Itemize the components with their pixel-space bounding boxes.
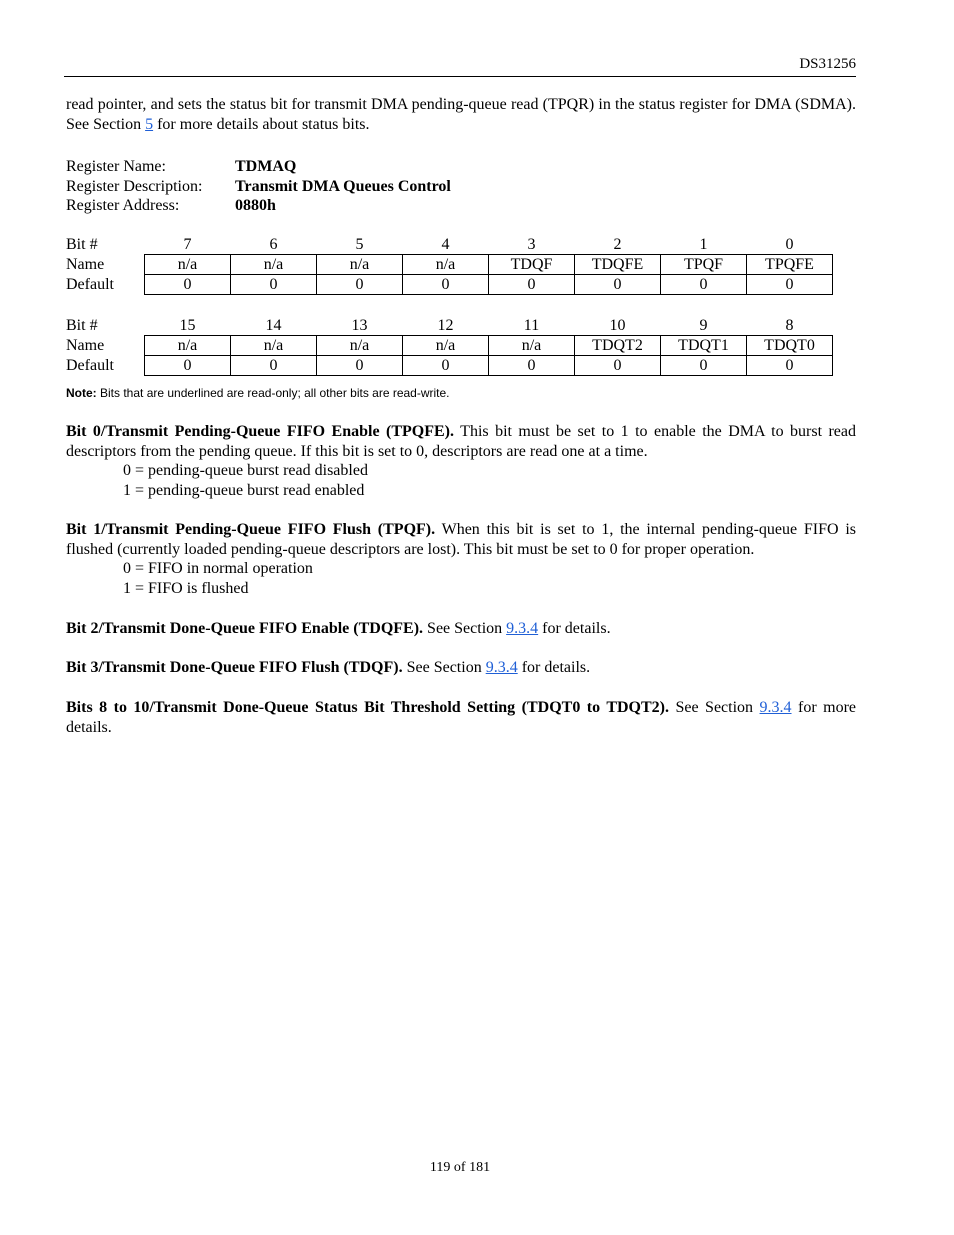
bit-default: 0 [747,356,833,376]
section-tail: for details. [538,620,611,637]
bit-name: TDQT2 [575,336,661,356]
register-address-label: Register Address: [66,197,180,214]
bit-name: n/a [403,255,489,275]
bit-number: 11 [523,317,540,334]
bit-default: 0 [317,275,403,295]
section-title: Bit 2/Transmit Done-Queue FIFO Enable (TDQFE). [66,620,424,637]
bit-default: 0 [231,356,317,376]
bit-number: 0 [785,236,794,253]
bit-default: 0 [489,275,575,295]
bit-name-label: Name [66,256,105,273]
register-description-label: Register Description: [66,177,203,195]
bit-default: 0 [747,275,833,295]
bit-default-label: Default [66,276,114,293]
table-note [66,386,450,400]
document-id: DS31256 [799,56,856,72]
section-body: This bit must be set to 1 to enable the DMA to burst read descriptors from the pending queue. If this bit is set to 0, descriptors are read one at a time. [66,423,857,460]
bit-number: 14 [265,317,282,334]
bit-name: TPQF [661,255,747,275]
bit-default: 0 [661,275,747,295]
bit-default-label: Default [66,357,114,374]
bit-default: 0 [145,356,231,376]
intro-text-tail: for more details about status bits. [153,116,370,133]
section-title: Bit 3/Transmit Done-Queue FIFO Flush (TDQF). [66,659,403,676]
note-label: Note: [66,386,97,400]
option-0: 0 = FIFO in normal operation [123,560,313,577]
bit-number: 4 [441,236,450,253]
bit-table-high [66,316,833,376]
bit-name: TDQFE [575,255,661,275]
bit-name: TDQF [489,255,575,275]
section-tpqf [66,520,856,598]
bit-number: 9 [699,317,708,334]
section-tdqfe [66,619,856,639]
bit-default: 0 [575,275,661,295]
bit-name-row [66,336,833,356]
bit-number: 7 [183,236,192,253]
section-link[interactable]: 9.3.4 [485,659,518,676]
section-tail: for details. [517,659,591,676]
bit-number: 10 [609,317,626,334]
register-name-label: Register Name: [66,158,166,175]
bit-number-row [66,235,833,255]
option-0: 0 = pending-queue burst read disabled [123,462,368,479]
intro-text: read pointer, and sets the status bit for transmit DMA pending-queue read (TPQR) in the status register for DMA (SDMA). See Section [66,96,856,133]
bit-name: n/a [489,336,575,356]
bit-default: 0 [403,275,489,295]
bit-name: TDQT0 [747,336,833,356]
section-body: See Section [423,620,507,637]
bit-name: TPQFE [747,255,833,275]
bit-name: n/a [145,336,231,356]
bit-default: 0 [145,275,231,295]
bit-number: 15 [179,317,196,334]
section-title: Bit 1/Transmit Pending-Queue FIFO Flush (TPQF). [66,521,436,538]
bit-name: n/a [231,255,317,275]
option-1: 1 = pending-queue burst read enabled [123,481,365,499]
section-link[interactable]: 9.3.4 [759,699,792,716]
page-number: 119 of 181 [429,1160,491,1175]
option-1: 1 = FIFO is flushed [123,579,249,597]
section-body: See Section [669,699,760,716]
bit-name: n/a [317,255,403,275]
bit-number: 1 [699,236,708,253]
bit-name: TDQT1 [661,336,747,356]
bit-table-low [66,235,833,295]
note-text: Bits that are underlined are read-only; all other bits are read-write. [96,386,450,400]
bit-default: 0 [403,356,489,376]
register-info [66,157,451,216]
bit-number-label: Bit # [66,236,98,254]
section-link[interactable]: 5 [145,116,154,133]
bit-number: 6 [269,236,278,253]
bit-name: n/a [403,336,489,356]
register-address-value: 0880h [235,197,276,214]
bit-number: 8 [785,317,794,334]
bit-number-row [66,316,833,336]
register-name-value: TDMAQ [235,158,297,175]
header-divider [64,76,856,77]
bit-number: 12 [437,317,454,334]
intro-paragraph [66,95,856,135]
bit-number: 2 [613,236,622,253]
bit-default-row [66,275,833,295]
section-title: Bit 0/Transmit Pending-Queue FIFO Enable (TPQFE). [66,423,454,440]
bit-name: n/a [231,336,317,356]
bit-default: 0 [231,275,317,295]
bit-default-row [66,356,833,376]
section-tpqfe [66,422,856,500]
register-description-value: Transmit DMA Queues Control [235,177,451,195]
bit-name: n/a [145,255,231,275]
bit-number: 5 [355,236,364,253]
bit-name-row [66,255,833,275]
section-tail: for more details. [66,699,857,736]
bit-number-label: Bit # [66,317,98,335]
bit-name: n/a [317,336,403,356]
bit-default: 0 [317,356,403,376]
section-tdqt [66,698,856,737]
section-body: See Section [402,659,486,676]
section-link[interactable]: 9.3.4 [506,620,539,637]
section-tdqf [66,658,856,678]
bit-default: 0 [661,356,747,376]
bit-number: 3 [527,236,536,253]
section-body: When this bit is set to 1, the internal pending-queue FIFO is flushed (currently loaded pending-queue descriptors are lost). This bit must be set to 0 for proper operation. [66,521,857,558]
bit-default: 0 [575,356,661,376]
bit-name-label: Name [66,337,105,354]
bit-default: 0 [489,356,575,376]
section-title: Bits 8 to 10/Transmit Done-Queue Status Bit Threshold Setting (TDQT0 to TDQT2). [66,699,669,716]
bit-number: 13 [351,317,368,334]
